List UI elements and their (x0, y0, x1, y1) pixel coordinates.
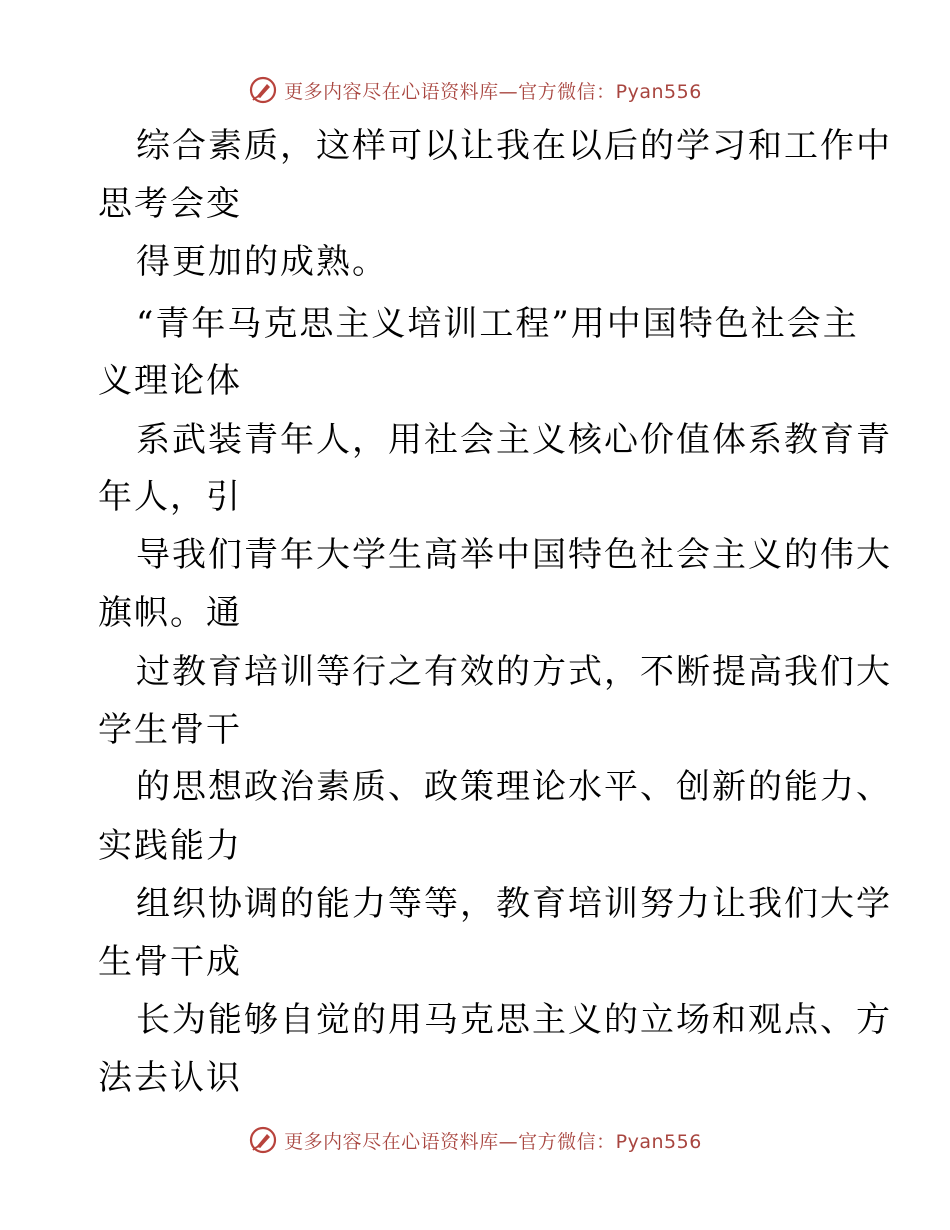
footer-text-wechat: 官方微信：Pyan556 (518, 1130, 702, 1153)
text-line: 得更加的成熟。 (136, 242, 388, 282)
pen-nib-circle-icon (248, 75, 278, 105)
text-line: 的思想政治素质、政策理论水平、创新的能力、 (136, 767, 892, 807)
header-banner (0, 72, 950, 108)
text-line: 思考会变 (98, 184, 242, 224)
text-line: 组织协调的能力等等，教育培训努力让我们大学 (136, 884, 892, 924)
text-line: 过教育培训等行之有效的方式，不断提高我们大 (136, 652, 892, 692)
text-line: 学生骨干 (98, 710, 242, 750)
text-line: 年人，引 (98, 477, 242, 517)
pen-nib-circle-icon (248, 1125, 278, 1155)
text-line: 导我们青年大学生高举中国特色社会主义的伟大 (136, 535, 892, 575)
text-line: 长为能够自觉的用马克思主义的立场和观点、方 (136, 1000, 892, 1040)
header-text-wechat: 官方微信：Pyan556 (518, 80, 702, 103)
text-line: 实践能力 (98, 826, 242, 866)
footer-text-main: 更多内容尽在心语资料库 (284, 1130, 499, 1153)
text-line: 义理论体 (98, 361, 242, 401)
text-line: 系武装青年人，用社会主义核心价值体系教育青 (136, 420, 892, 460)
header-banner-text (284, 77, 702, 104)
header-text-main: 更多内容尽在心语资料库 (284, 80, 499, 103)
text-line: 生骨干成 (98, 942, 242, 982)
text-line: 旗帜。通 (98, 593, 242, 633)
footer-banner (0, 1122, 950, 1158)
footer-text-sep: — (498, 1130, 519, 1153)
header-text-sep: — (498, 80, 519, 103)
text-line: 法去认识 (98, 1058, 242, 1098)
text-line: 综合素质，这样可以让我在以后的学习和工作中 (136, 126, 892, 166)
footer-banner-text (284, 1127, 702, 1154)
text-line: “青年马克思主义培训工程”用中国特色社会主 (136, 304, 859, 344)
